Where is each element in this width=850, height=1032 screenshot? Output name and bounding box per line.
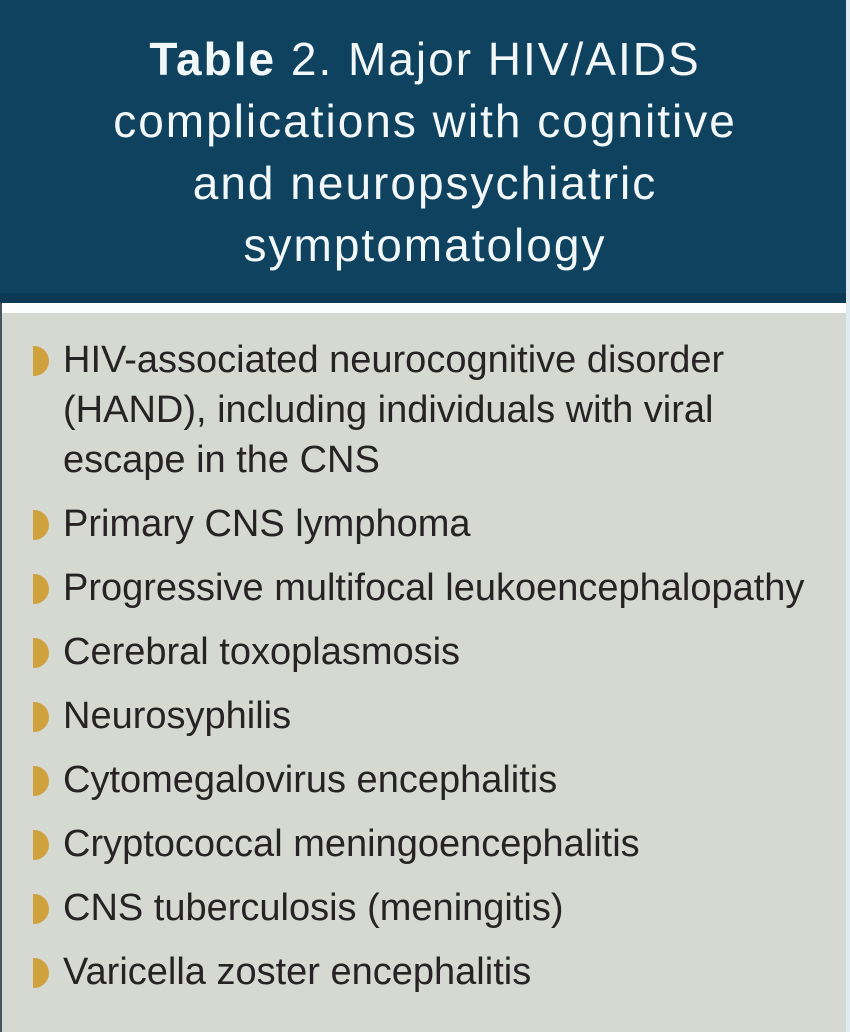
bullet-icon — [33, 958, 49, 988]
complications-list — [0, 313, 850, 997]
table-header — [0, 0, 850, 303]
left-edge-shadow — [0, 303, 2, 1032]
title-bold-word: Table — [149, 32, 277, 85]
list-item — [33, 627, 822, 677]
list-item — [33, 947, 822, 997]
list-item — [33, 819, 822, 869]
title-line-1-rest: 2. Major HIV/AIDS — [276, 32, 701, 85]
bullet-icon — [33, 894, 49, 924]
bullet-icon — [33, 766, 49, 796]
list-item-label: Cerebral toxoplasmosis — [63, 631, 461, 673]
list-item — [33, 499, 822, 549]
bullet-icon — [33, 830, 49, 860]
bullet-icon — [33, 346, 49, 376]
title-line-1 — [113, 28, 737, 90]
list-item — [33, 335, 822, 485]
list-item-label: Cytomegalovirus encephalitis — [63, 759, 558, 801]
list-item — [33, 883, 822, 933]
title-line-2: complications with cognitive — [113, 94, 737, 147]
list-item — [33, 691, 822, 741]
title-line-3: and neuropsychiatric — [192, 156, 658, 209]
list-item-label: HIV-associated neurocognitive disorder (HAND), including individuals with viral escape in the CNS — [63, 339, 725, 481]
list-item-label: Varicella zoster encephalitis — [63, 951, 532, 993]
title-line-4: symptomatology — [243, 218, 607, 271]
header-divider — [0, 303, 850, 313]
table-title — [113, 28, 737, 276]
list-item — [33, 755, 822, 805]
list-item-label: CNS tuberculosis (meningitis) — [63, 887, 564, 929]
bullet-icon — [33, 574, 49, 604]
right-edge-highlight — [846, 0, 850, 1032]
list-item — [33, 563, 822, 613]
bullet-icon — [33, 510, 49, 540]
list-item-label: Progressive multifocal leukoencephalopathy — [63, 567, 805, 609]
list-item-label: Cryptococcal meningoencephalitis — [63, 823, 640, 865]
list-item-label: Neurosyphilis — [63, 695, 292, 737]
bullet-icon — [33, 638, 49, 668]
list-item-label: Primary CNS lymphoma — [63, 503, 471, 545]
bullet-icon — [33, 702, 49, 732]
